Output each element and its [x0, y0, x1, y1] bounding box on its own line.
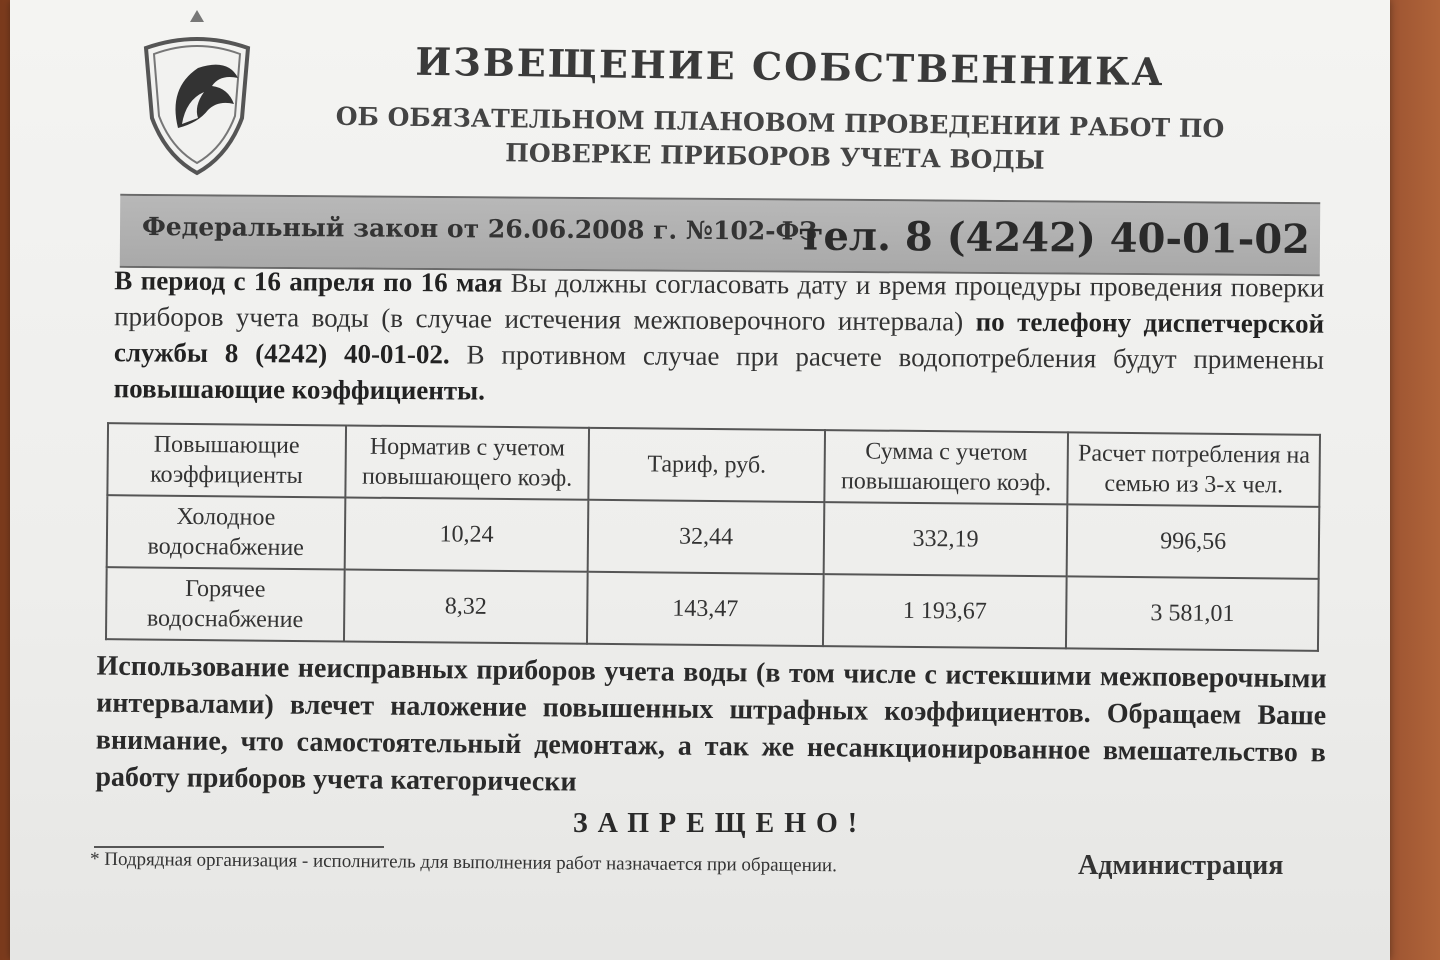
coefficients-text: повышающие коэффициенты. — [113, 373, 486, 406]
table-header-cell: Норматив с учетом повышающего коэф. — [345, 425, 589, 499]
table-header-row — [107, 423, 1320, 507]
notice-sheet — [10, 0, 1390, 960]
table-row — [106, 567, 1319, 651]
table-cell: 32,44 — [588, 500, 824, 574]
table-cell: 8,32 — [344, 569, 588, 643]
table-cell: 3 581,01 — [1066, 576, 1318, 650]
footnote: * Подрядная организация - исполнитель для выполнения работ назначается при обращении. — [89, 848, 837, 877]
notice-subtitle-line2: ПОВЕРКЕ ПРИБОРОВ УЧЕТА ВОДЫ — [505, 138, 1045, 175]
paragraph-text-1: Вы должны согласовать дату и время процедуры проведения поверки приборов учета воды (в случае истечения межповерочного интервала) — [114, 267, 1325, 337]
signature-administration: Администрация — [1078, 850, 1284, 881]
table-cell: 10,24 — [344, 497, 588, 571]
table-cell: 1 193,67 — [823, 574, 1067, 648]
table-header-cell: Тариф, руб. — [589, 428, 825, 502]
rates-table — [105, 422, 1321, 652]
table-cell: 143,47 — [587, 572, 823, 646]
notice-title: ИЗВЕЩЕНИЕ СОБСТВЕННИКА — [415, 38, 1165, 95]
footnote-divider — [94, 846, 384, 848]
table-row — [107, 495, 1320, 579]
federal-law-reference: Федеральный закон от 26.06.2008 г. №102-ФЗ — [141, 211, 818, 246]
warning-text: Использование неисправных приборов учета воды (в том числе с истекшими межповерочными интервалами) влечет наложение повышенных штрафных коэффициентов. Обращаем Ваше внимание, что самостоятельный демонтаж, а так же несанкционированное вмешательство в работу приборов учета категорически — [95, 650, 1327, 798]
phone-number: тел. 8 (4242) 40-01-02 — [798, 212, 1311, 264]
forbidden-text: ЗАПРЕЩЕНО! — [572, 808, 868, 839]
table-header-cell: Сумма с учетом повышающего коэф. — [824, 430, 1068, 504]
table-header-cell: Расчет потребления на семью из 3-х чел. — [1068, 432, 1320, 506]
period-text: В период с 16 апреля по 16 мая — [114, 265, 503, 298]
table-cell: 332,19 — [823, 502, 1067, 576]
dispatch-phone-text: по телефону диспетчерской службы 8 (4242) 40-01-02. — [113, 306, 1325, 370]
notice-paragraph — [114, 262, 1325, 413]
table-cell: 996,56 — [1067, 504, 1319, 578]
table-header-cell: Повышающие коэффициенты — [107, 423, 345, 497]
notice-subtitle-line1: ОБ ОБЯЗАТЕЛЬНОМ ПЛАНОВОМ ПРОВЕДЕНИИ РАБОТ ПО — [335, 101, 1225, 144]
paragraph-text-2: В противном случае при расчете водопотребления будут применены — [449, 339, 1324, 375]
table-cell: Горячее водоснабжение — [106, 567, 344, 641]
table-cell: Холодное водоснабжение — [107, 495, 345, 569]
